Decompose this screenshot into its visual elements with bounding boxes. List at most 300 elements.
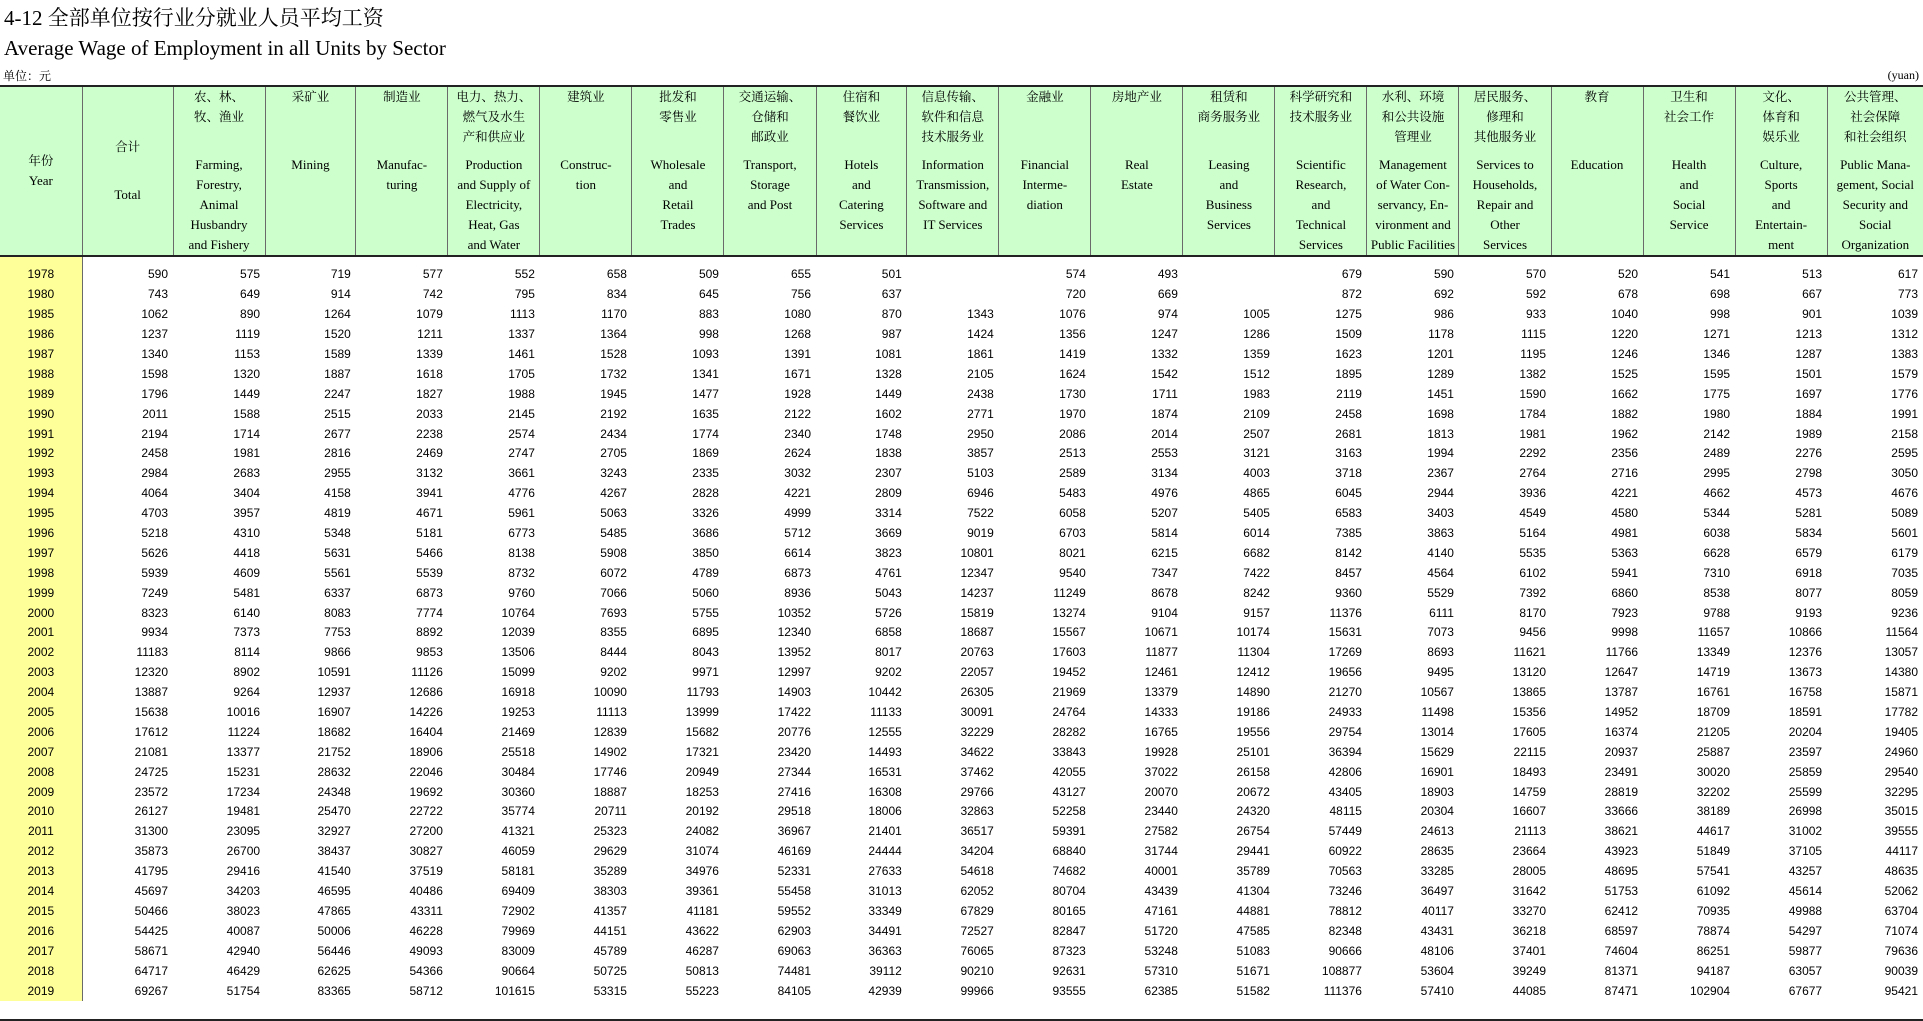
table-row: [0, 583, 1923, 603]
unit-label-cn: 单位：元: [3, 69, 52, 83]
value-cell: 1988: [508, 386, 535, 401]
value-cell: 13120: [1512, 665, 1547, 680]
value-cell: 14952: [1604, 705, 1639, 720]
value-cell: 58671: [134, 943, 169, 958]
header-en: Hotels and Catering Services: [839, 157, 884, 232]
value-cell: 43257: [1788, 864, 1823, 879]
value-cell: 38189: [1696, 804, 1731, 819]
value-cell: 4564: [1427, 565, 1454, 580]
value-cell: 10764: [501, 605, 535, 620]
value-cell: 4310: [233, 526, 261, 541]
value-cell: 678: [1618, 287, 1639, 302]
header-cn: 批发和 零售业: [659, 89, 697, 124]
value-cell: 46429: [226, 963, 261, 978]
value-cell: 5207: [1151, 506, 1178, 521]
value-cell: [1183, 265, 1275, 285]
value-cell: 11133: [870, 705, 902, 720]
value-cell: 33285: [1420, 864, 1454, 879]
value-cell: 17612: [134, 724, 169, 739]
value-cell: 3326: [692, 506, 719, 521]
value-cell: 35015: [1884, 804, 1918, 819]
value-cell: 541: [1710, 267, 1731, 282]
value-cell: 43127: [1052, 784, 1086, 799]
header-en: Construc- tion: [560, 157, 612, 192]
value-cell: 67677: [1788, 983, 1823, 998]
value-cell: 2677: [324, 426, 351, 441]
value-cell: 8678: [1151, 585, 1178, 600]
value-cell: 7392: [1519, 585, 1547, 600]
value-cell: 590: [1433, 267, 1454, 282]
value-cell: 4221: [1611, 486, 1639, 501]
table-row: [0, 563, 1923, 583]
value-cell: 1419: [1059, 347, 1086, 361]
value-cell: 11126: [411, 665, 443, 680]
value-cell: 5814: [1151, 526, 1178, 541]
value-cell: 51582: [1236, 983, 1270, 998]
value-cell: 53248: [1144, 943, 1178, 958]
value-cell: 4865: [1243, 486, 1270, 501]
table-row: [0, 643, 1923, 663]
value-cell: 5941: [1611, 565, 1639, 580]
value-cell: 719: [330, 267, 351, 282]
value-cell: 11376: [1329, 605, 1362, 620]
value-cell: 10016: [226, 705, 261, 720]
value-cell: 4267: [600, 486, 627, 501]
header-cn: 房地产业: [1111, 89, 1162, 104]
value-cell: 1271: [1703, 327, 1731, 342]
value-cell: 28282: [1052, 724, 1086, 739]
value-cell: 20192: [685, 804, 719, 819]
value-cell: 71074: [1884, 923, 1918, 938]
value-cell: 1970: [1059, 406, 1086, 421]
value-cell: 63057: [1788, 963, 1823, 978]
value-cell: 20937: [1604, 744, 1639, 759]
value-cell: 12347: [960, 565, 994, 580]
value-cell: 2747: [508, 446, 535, 461]
value-cell: 80704: [1052, 884, 1086, 899]
value-cell: 33843: [1052, 744, 1086, 759]
value-cell: 3850: [692, 545, 719, 560]
table-row: [0, 941, 1923, 961]
value-cell: 45697: [134, 884, 169, 899]
value-cell: 986: [1433, 307, 1454, 322]
value-cell: 23491: [1604, 764, 1639, 779]
value-cell: 20204: [1788, 724, 1823, 739]
value-cell: 1884: [1795, 406, 1823, 421]
value-cell: 5043: [875, 585, 902, 600]
value-cell: 7373: [233, 625, 261, 640]
value-cell: 1525: [1611, 366, 1639, 381]
value-cell: 42940: [226, 943, 261, 958]
value-cell: 9019: [967, 526, 994, 541]
value-cell: 8043: [692, 645, 719, 660]
value-cell: 2574: [508, 426, 535, 441]
header-en: Production and Supply of Electricity, Heat, Gas and Water: [457, 157, 531, 252]
value-cell: 62052: [960, 884, 994, 899]
value-cell: 667: [1802, 287, 1823, 302]
value-cell: 7753: [324, 625, 351, 640]
spacer-row: [0, 256, 1923, 265]
value-cell: 37022: [1144, 764, 1178, 779]
header-cn: 居民服务、 修理和 其他服务业: [1473, 89, 1537, 144]
value-cell: 15629: [1420, 744, 1454, 759]
table-row: [0, 663, 1923, 683]
value-cell: 111376: [1323, 983, 1362, 998]
value-cell: 9360: [1335, 585, 1362, 600]
value-cell: 59552: [777, 903, 811, 918]
value-cell: 3132: [416, 466, 443, 481]
value-cell: 1981: [233, 446, 261, 461]
value-cell: 46228: [409, 923, 443, 938]
value-cell: 57310: [1144, 963, 1178, 978]
table-row: [0, 345, 1923, 365]
value-cell: 1062: [141, 307, 169, 322]
value-cell: 1005: [1243, 307, 1270, 322]
value-cell: 4662: [1703, 486, 1731, 501]
value-cell: 26700: [226, 844, 261, 859]
value-cell: 59877: [1788, 943, 1823, 958]
value-cell: 18493: [1512, 764, 1547, 779]
year-cell: 2017: [0, 941, 82, 961]
header-en: Mining: [291, 157, 330, 172]
value-cell: 36363: [868, 943, 902, 958]
value-cell: 34976: [685, 864, 719, 879]
value-cell: 57449: [1328, 824, 1362, 839]
value-cell: 933: [1525, 307, 1547, 322]
header-cn: 租赁和 商务服务业: [1197, 89, 1261, 124]
value-cell: 11564: [1885, 625, 1918, 640]
value-cell: 1170: [601, 307, 627, 322]
table-row: [0, 961, 1923, 981]
table-row: [0, 882, 1923, 902]
value-cell: 36218: [1512, 923, 1547, 938]
value-cell: 720: [1065, 287, 1086, 302]
value-cell: 8138: [508, 545, 535, 560]
value-cell: 29518: [777, 804, 811, 819]
table-row: [0, 384, 1923, 404]
value-cell: 1213: [1795, 327, 1823, 342]
value-cell: 37401: [1512, 943, 1547, 958]
header-en: Total: [114, 187, 141, 202]
value-cell: 1211: [417, 327, 443, 342]
value-cell: 6628: [1703, 545, 1731, 560]
table-row: [0, 822, 1923, 842]
value-cell: 2307: [875, 466, 902, 481]
year-cell: 2014: [0, 882, 82, 902]
value-cell: 6337: [324, 585, 351, 600]
value-cell: 23095: [226, 824, 261, 839]
value-cell: 90210: [960, 963, 994, 978]
value-cell: 2507: [1243, 426, 1270, 441]
value-cell: 9998: [1611, 625, 1639, 640]
value-cell: 27582: [1144, 824, 1178, 839]
value-cell: 3314: [875, 506, 902, 521]
value-cell: 10442: [868, 685, 902, 700]
value-cell: 12839: [593, 724, 627, 739]
value-cell: 8323: [141, 605, 169, 620]
value-cell: 19253: [501, 705, 535, 720]
value-cell: 20763: [960, 645, 994, 660]
value-cell: 39112: [869, 963, 902, 978]
value-cell: 3243: [600, 466, 627, 481]
value-cell: 3863: [1427, 526, 1454, 541]
value-cell: 9866: [324, 645, 351, 660]
table-row: [0, 842, 1923, 862]
value-cell: 9495: [1427, 665, 1454, 680]
value-cell: 17782: [1884, 705, 1918, 720]
value-cell: 12340: [777, 625, 811, 640]
year-cell: 2007: [0, 742, 82, 762]
value-cell: 998: [1710, 307, 1731, 322]
value-cell: 46059: [501, 844, 535, 859]
value-cell: 62412: [1604, 903, 1639, 918]
value-cell: 36967: [777, 824, 811, 839]
year-cell: 2008: [0, 762, 82, 782]
value-cell: 2984: [141, 466, 169, 481]
value-cell: 4703: [141, 506, 169, 521]
header-col-12: [1183, 86, 1275, 256]
header-col-19: [1827, 86, 1923, 256]
value-cell: 2624: [784, 446, 811, 461]
value-cell: 1730: [1059, 386, 1086, 401]
header-en: Manufac- turing: [376, 157, 428, 192]
table-row: [0, 862, 1923, 882]
value-cell: 1980: [1703, 406, 1731, 421]
value-cell: 2011: [142, 406, 169, 421]
value-cell: 67829: [960, 903, 994, 918]
value-cell: [907, 285, 999, 305]
value-cell: 44617: [1696, 824, 1731, 839]
value-cell: 15819: [960, 605, 994, 620]
value-cell: 28005: [1512, 864, 1547, 879]
value-cell: 3404: [233, 486, 261, 501]
value-cell: 914: [330, 287, 351, 302]
header-en: Health and Social Service: [1669, 157, 1709, 232]
value-cell: 62625: [317, 963, 351, 978]
value-cell: 2105: [967, 366, 994, 381]
value-cell: 14903: [777, 685, 811, 700]
value-cell: 1081: [875, 347, 902, 361]
value-cell: 574: [1065, 267, 1086, 282]
value-cell: 20672: [1236, 784, 1270, 799]
value-cell: 7073: [1427, 625, 1454, 640]
value-cell: 1989: [1795, 426, 1823, 441]
table-row: [0, 504, 1923, 524]
value-cell: 1732: [600, 366, 627, 381]
value-cell: 41321: [501, 824, 535, 839]
header-cn: 信息传输、 软件和信息 技术服务业: [921, 89, 985, 144]
header-col-18: [1735, 86, 1827, 256]
value-cell: 2119: [1336, 386, 1362, 401]
value-cell: 1289: [1427, 366, 1454, 381]
table-row: [0, 603, 1923, 623]
value-cell: 51849: [1696, 844, 1731, 859]
value-cell: 3163: [1335, 446, 1362, 461]
value-cell: 3121: [1243, 446, 1270, 461]
header-year-en: Year: [28, 173, 53, 188]
header-cn: 采矿业: [291, 89, 330, 104]
value-cell: 21401: [868, 824, 902, 839]
header-cn: 科学研究和 技术服务业: [1289, 89, 1353, 124]
value-cell: 58181: [501, 864, 535, 879]
value-cell: 7310: [1703, 565, 1731, 580]
value-cell: 24444: [868, 844, 902, 859]
value-cell: 29754: [1328, 724, 1362, 739]
table-row: [0, 921, 1923, 941]
page-title-cn: 4-12 全部单位按行业分就业人员平均工资: [4, 6, 384, 30]
value-cell: 8693: [1427, 645, 1454, 660]
value-cell: 29766: [960, 784, 994, 799]
value-cell: 42939: [868, 983, 902, 998]
value-cell: 3403: [1427, 506, 1454, 521]
value-cell: 55458: [777, 884, 811, 899]
value-cell: 8142: [1335, 545, 1362, 560]
table-row: [0, 623, 1923, 643]
value-cell: 87323: [1052, 943, 1086, 958]
value-cell: 43439: [1144, 884, 1178, 899]
value-cell: 16607: [1512, 804, 1547, 819]
header-col-3: [356, 86, 448, 256]
value-cell: 25518: [501, 744, 535, 759]
value-cell: 4549: [1519, 506, 1547, 521]
value-cell: 31074: [685, 844, 719, 859]
value-cell: 56446: [317, 943, 351, 958]
value-cell: 2816: [324, 446, 351, 461]
value-cell: 12937: [317, 685, 351, 700]
value-cell: 36497: [1420, 884, 1454, 899]
table-row: [0, 325, 1923, 345]
value-cell: 53315: [593, 983, 627, 998]
value-cell: 10174: [1236, 625, 1270, 640]
value-cell: 70935: [1696, 903, 1731, 918]
value-cell: 61092: [1696, 884, 1731, 899]
value-cell: 78874: [1696, 923, 1731, 938]
value-cell: 4609: [233, 565, 261, 580]
value-cell: 54618: [960, 864, 994, 879]
value-cell: 90039: [1884, 963, 1918, 978]
value-cell: 1776: [1891, 386, 1918, 401]
value-cell: 5281: [1795, 506, 1823, 521]
value-cell: 5539: [416, 565, 443, 580]
year-cell: 1996: [0, 524, 82, 544]
value-cell: 3661: [508, 466, 535, 481]
value-cell: 35789: [1236, 864, 1270, 879]
value-cell: 1039: [1891, 307, 1918, 322]
value-cell: 2944: [1427, 486, 1454, 501]
value-cell: [1183, 285, 1275, 305]
value-cell: 16374: [1604, 724, 1639, 739]
value-cell: 6072: [600, 565, 627, 580]
value-cell: 1356: [1059, 327, 1086, 342]
value-cell: 79636: [1884, 943, 1918, 958]
value-cell: 2014: [1151, 426, 1178, 441]
value-cell: 25470: [317, 804, 351, 819]
value-cell: 16404: [409, 724, 443, 739]
page-title-en: Average Wage of Employment in all Units by Sector: [4, 36, 446, 60]
year-cell: 2002: [0, 643, 82, 663]
value-cell: 5218: [141, 526, 169, 541]
value-cell: 4221: [784, 486, 811, 501]
value-cell: 6918: [1795, 565, 1823, 580]
wage-table: [0, 85, 1923, 1001]
value-cell: 48115: [1329, 804, 1362, 819]
header-col-2: [265, 86, 356, 256]
value-cell: 81371: [1604, 963, 1639, 978]
value-cell: 2595: [1891, 446, 1918, 461]
value-cell: 7923: [1611, 605, 1639, 620]
year-cell: 2000: [0, 603, 82, 623]
value-cell: 8936: [784, 585, 811, 600]
value-cell: 4140: [1427, 545, 1454, 560]
value-cell: 50466: [134, 903, 169, 918]
value-cell: 509: [698, 267, 719, 282]
value-cell: 15099: [501, 665, 535, 680]
value-cell: 26754: [1236, 824, 1270, 839]
value-cell: 28632: [317, 764, 351, 779]
value-cell: 11498: [1421, 705, 1454, 720]
value-cell: 62903: [777, 923, 811, 938]
value-cell: 19692: [409, 784, 443, 799]
value-cell: 18709: [1696, 705, 1731, 720]
value-cell: 1477: [692, 386, 719, 401]
value-cell: 108877: [1321, 963, 1362, 978]
value-cell: 2122: [784, 406, 811, 421]
value-cell: 5908: [600, 545, 627, 560]
value-cell: 2515: [324, 406, 351, 421]
value-cell: 1246: [1611, 347, 1639, 361]
value-cell: 6873: [784, 565, 811, 580]
value-cell: 1320: [233, 366, 261, 381]
value-cell: 24613: [1420, 824, 1454, 839]
value-cell: 1093: [692, 347, 719, 361]
value-cell: 4789: [692, 565, 719, 580]
value-cell: 2798: [1795, 466, 1823, 481]
value-cell: 99966: [960, 983, 994, 998]
value-cell: 19481: [226, 804, 261, 819]
value-cell: 51083: [1236, 943, 1270, 958]
table-row: [0, 722, 1923, 742]
value-cell: 9853: [416, 645, 443, 660]
value-cell: 2469: [416, 446, 443, 461]
value-cell: 47865: [317, 903, 351, 918]
header-col-9: [907, 86, 999, 256]
table-row: [0, 683, 1923, 703]
value-cell: 16531: [868, 764, 902, 779]
value-cell: 40117: [1421, 903, 1454, 918]
value-cell: 1813: [1427, 426, 1454, 441]
year-cell: 1995: [0, 504, 82, 524]
value-cell: 658: [606, 267, 627, 282]
value-cell: 10352: [777, 605, 811, 620]
value-cell: 4676: [1891, 486, 1918, 501]
header-cn: 电力、热力、 燃气及水生 产和供应业: [456, 89, 532, 144]
header-col-10: [999, 86, 1091, 256]
value-cell: 3050: [1891, 466, 1918, 481]
value-cell: 1264: [324, 307, 351, 322]
value-cell: 2764: [1519, 466, 1547, 481]
value-cell: 7774: [416, 605, 443, 620]
header-col-13: [1275, 86, 1367, 256]
value-cell: 2292: [1519, 446, 1547, 461]
value-cell: 9788: [1703, 605, 1731, 620]
header-cn: 卫生和 社会工作: [1664, 89, 1715, 124]
value-cell: 13887: [134, 685, 169, 700]
value-cell: 51754: [226, 983, 261, 998]
value-cell: 2434: [600, 426, 627, 441]
value-cell: 1874: [1151, 406, 1178, 421]
value-cell: 1220: [1611, 327, 1639, 342]
value-cell: 19405: [1884, 724, 1918, 739]
